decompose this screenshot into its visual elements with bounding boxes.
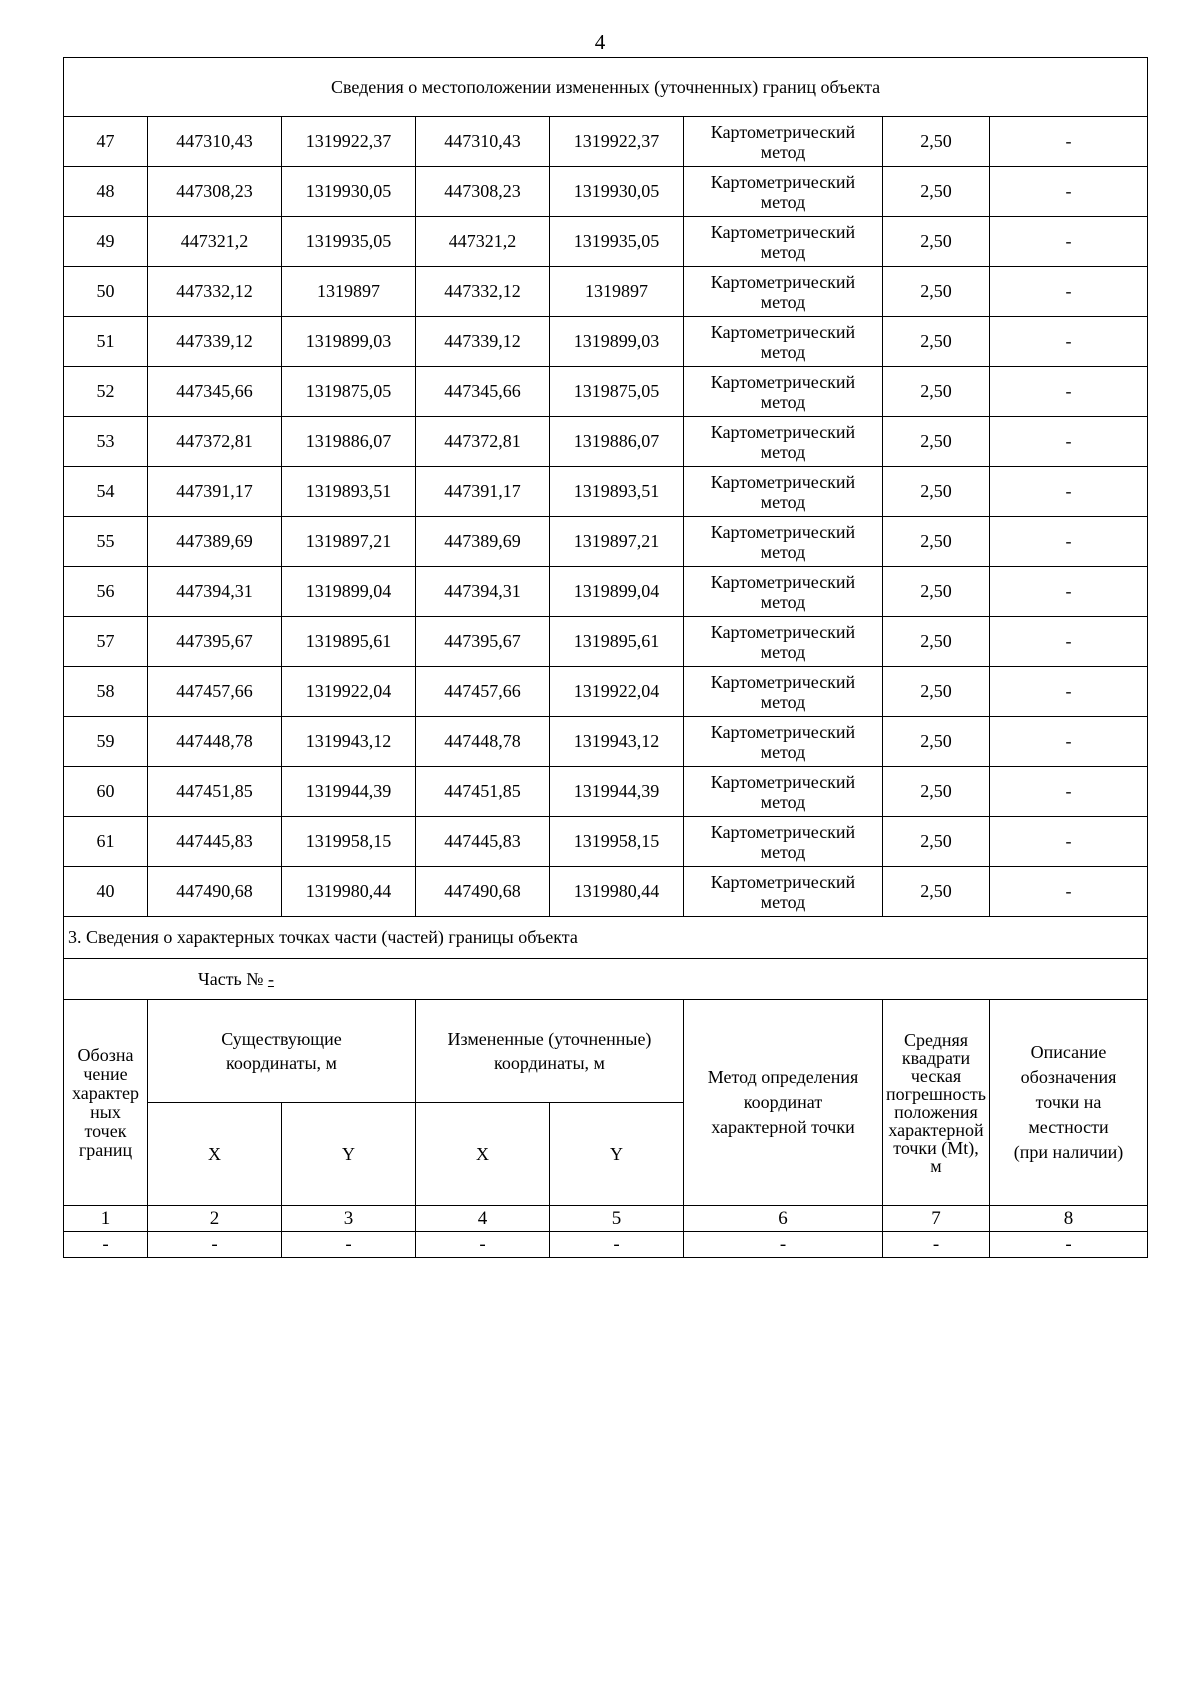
method-line: Картометрический xyxy=(710,221,856,242)
column-number: 7 xyxy=(883,1206,990,1232)
method-line: метод xyxy=(760,891,806,912)
x-changed-cell: 447448,78 xyxy=(416,717,550,767)
x-changed-cell: 447389,69 xyxy=(416,517,550,567)
header-line: Измененные (уточненные) xyxy=(447,1029,652,1049)
description-cell: - xyxy=(990,217,1148,267)
method-line: Картометрический xyxy=(710,771,856,792)
empty-cell: - xyxy=(883,1232,990,1258)
description-cell: - xyxy=(990,467,1148,517)
x-existing-cell: 447395,67 xyxy=(148,617,282,667)
x-existing-cell: 447372,81 xyxy=(148,417,282,467)
header-description xyxy=(990,1000,1148,1206)
x-changed-cell: 447310,43 xyxy=(416,117,550,167)
header-line: погрешность xyxy=(885,1083,986,1104)
method-line: метод xyxy=(760,641,806,662)
header-y-existing: Y xyxy=(282,1103,416,1206)
column-number: 4 xyxy=(416,1206,550,1232)
y-changed-cell: 1319895,61 xyxy=(550,617,684,667)
x-existing-cell: 447448,78 xyxy=(148,717,282,767)
y-existing-cell: 1319897 xyxy=(282,267,416,317)
boundary-points-table xyxy=(63,57,1148,1258)
part-label: Часть № xyxy=(198,968,264,989)
header-line: характерной xyxy=(888,1119,984,1140)
point-cell: 53 xyxy=(64,417,148,467)
point-cell: 48 xyxy=(64,167,148,217)
method-line: Картометрический xyxy=(710,121,856,142)
description-cell: - xyxy=(990,267,1148,317)
method-line: Картометрический xyxy=(710,671,856,692)
empty-cell: - xyxy=(684,1232,883,1258)
table-row xyxy=(64,717,1148,767)
y-changed-cell: 1319897 xyxy=(550,267,684,317)
description-cell: - xyxy=(990,317,1148,367)
header-line: характер xyxy=(71,1082,140,1103)
header-line: чение xyxy=(83,1063,128,1084)
method-line: метод xyxy=(760,591,806,612)
table-row xyxy=(64,267,1148,317)
header-line: Существующие xyxy=(221,1029,342,1049)
x-existing-cell: 447394,31 xyxy=(148,567,282,617)
y-changed-cell: 1319944,39 xyxy=(550,767,684,817)
method-line: Картометрический xyxy=(710,321,856,342)
table-row xyxy=(64,517,1148,567)
y-existing-cell: 1319935,05 xyxy=(282,217,416,267)
point-cell: 50 xyxy=(64,267,148,317)
accuracy-cell: 2,50 xyxy=(883,567,990,617)
header-line: точки на xyxy=(1035,1092,1102,1112)
x-changed-cell: 447321,2 xyxy=(416,217,550,267)
table-row xyxy=(64,767,1148,817)
header-line: границ xyxy=(78,1139,133,1160)
y-existing-cell: 1319893,51 xyxy=(282,467,416,517)
point-cell: 59 xyxy=(64,717,148,767)
header-line: точки (Mt), xyxy=(893,1137,979,1158)
x-changed-cell: 447395,67 xyxy=(416,617,550,667)
accuracy-cell: 2,50 xyxy=(883,117,990,167)
empty-cell: - xyxy=(990,1232,1148,1258)
header-x-changed: X xyxy=(416,1103,550,1206)
y-existing-cell: 1319886,07 xyxy=(282,417,416,467)
accuracy-cell: 2,50 xyxy=(883,667,990,717)
y-existing-cell: 1319899,04 xyxy=(282,567,416,617)
y-existing-cell: 1319899,03 xyxy=(282,317,416,367)
empty-cell: - xyxy=(148,1232,282,1258)
x-existing-cell: 447308,23 xyxy=(148,167,282,217)
method-line: метод xyxy=(760,441,806,462)
table-row xyxy=(64,667,1148,717)
description-cell: - xyxy=(990,417,1148,467)
y-changed-cell: 1319899,04 xyxy=(550,567,684,617)
method-line: метод xyxy=(760,191,806,212)
header-method xyxy=(684,1000,883,1206)
method-line: метод xyxy=(760,291,806,312)
header-line: характерной точки xyxy=(711,1117,855,1137)
part-number-row xyxy=(64,959,1148,1000)
header-line: местности xyxy=(1028,1117,1109,1137)
y-existing-cell: 1319944,39 xyxy=(282,767,416,817)
point-cell: 54 xyxy=(64,467,148,517)
x-existing-cell: 447389,69 xyxy=(148,517,282,567)
x-changed-cell: 447394,31 xyxy=(416,567,550,617)
accuracy-cell: 2,50 xyxy=(883,617,990,667)
empty-cell: - xyxy=(550,1232,684,1258)
header-changed-coords xyxy=(416,1000,684,1103)
header-line: Описание xyxy=(1030,1042,1107,1062)
point-cell: 49 xyxy=(64,217,148,267)
y-existing-cell: 1319875,05 xyxy=(282,367,416,417)
column-number: 1 xyxy=(64,1206,148,1232)
accuracy-cell: 2,50 xyxy=(883,767,990,817)
x-existing-cell: 447490,68 xyxy=(148,867,282,917)
header-line: (при наличии) xyxy=(1013,1142,1124,1162)
method-line: Картометрический xyxy=(710,521,856,542)
header-line: Метод определения xyxy=(707,1067,859,1087)
method-line: метод xyxy=(760,841,806,862)
method-cell xyxy=(684,117,883,167)
x-changed-cell: 447308,23 xyxy=(416,167,550,217)
table-row xyxy=(64,217,1148,267)
point-cell: 56 xyxy=(64,567,148,617)
x-existing-cell: 447457,66 xyxy=(148,667,282,717)
header-x-existing: X xyxy=(148,1103,282,1206)
y-existing-cell: 1319943,12 xyxy=(282,717,416,767)
accuracy-cell: 2,50 xyxy=(883,417,990,467)
table-row xyxy=(64,817,1148,867)
description-cell: - xyxy=(990,117,1148,167)
description-cell: - xyxy=(990,567,1148,617)
x-changed-cell: 447490,68 xyxy=(416,867,550,917)
description-cell: - xyxy=(990,367,1148,417)
point-cell: 57 xyxy=(64,617,148,667)
table-row xyxy=(64,567,1148,617)
point-cell: 51 xyxy=(64,317,148,367)
point-cell: 40 xyxy=(64,867,148,917)
y-changed-cell: 1319930,05 xyxy=(550,167,684,217)
y-changed-cell: 1319893,51 xyxy=(550,467,684,517)
method-cell xyxy=(684,467,883,517)
method-line: Картометрический xyxy=(710,621,856,642)
method-line: метод xyxy=(760,241,806,262)
method-line: метод xyxy=(760,741,806,762)
y-changed-cell: 1319886,07 xyxy=(550,417,684,467)
y-changed-cell: 1319922,37 xyxy=(550,117,684,167)
method-line: Картометрический xyxy=(710,171,856,192)
method-cell xyxy=(684,667,883,717)
x-existing-cell: 447345,66 xyxy=(148,367,282,417)
table-row xyxy=(64,317,1148,367)
method-line: Картометрический xyxy=(710,871,856,892)
method-line: метод xyxy=(760,341,806,362)
point-cell: 58 xyxy=(64,667,148,717)
accuracy-cell: 2,50 xyxy=(883,317,990,367)
table-row xyxy=(64,617,1148,667)
header-line: Обозна xyxy=(77,1044,134,1065)
description-cell: - xyxy=(990,517,1148,567)
y-existing-cell: 1319930,05 xyxy=(282,167,416,217)
header-line: м xyxy=(930,1155,942,1176)
method-line: Картометрический xyxy=(710,421,856,442)
header-accuracy xyxy=(883,1000,990,1206)
accuracy-cell: 2,50 xyxy=(883,217,990,267)
header-line: квадрати xyxy=(901,1047,971,1068)
method-cell xyxy=(684,267,883,317)
y-changed-cell: 1319875,05 xyxy=(550,367,684,417)
y-existing-cell: 1319980,44 xyxy=(282,867,416,917)
method-line: Картометрический xyxy=(710,371,856,392)
method-cell xyxy=(684,367,883,417)
header-y-changed: Y xyxy=(550,1103,684,1206)
header-line: Средняя xyxy=(903,1029,969,1050)
empty-cell: - xyxy=(282,1232,416,1258)
y-changed-cell: 1319922,04 xyxy=(550,667,684,717)
x-changed-cell: 447372,81 xyxy=(416,417,550,467)
method-line: метод xyxy=(760,541,806,562)
point-cell: 47 xyxy=(64,117,148,167)
part-value: - xyxy=(267,968,274,989)
method-cell xyxy=(684,317,883,367)
x-changed-cell: 447345,66 xyxy=(416,367,550,417)
accuracy-cell: 2,50 xyxy=(883,267,990,317)
x-changed-cell: 447391,17 xyxy=(416,467,550,517)
point-cell: 55 xyxy=(64,517,148,567)
y-changed-cell: 1319899,03 xyxy=(550,317,684,367)
accuracy-cell: 2,50 xyxy=(883,717,990,767)
description-cell: - xyxy=(990,667,1148,717)
header-line: положения xyxy=(894,1101,978,1122)
empty-part-row xyxy=(64,1232,1148,1258)
y-changed-cell: 1319897,21 xyxy=(550,517,684,567)
method-line: метод xyxy=(760,391,806,412)
empty-cell: - xyxy=(64,1232,148,1258)
header-line: координаты, м xyxy=(226,1053,337,1073)
header-line: координат xyxy=(743,1092,823,1112)
table-row xyxy=(64,467,1148,517)
description-cell: - xyxy=(990,867,1148,917)
x-existing-cell: 447339,12 xyxy=(148,317,282,367)
description-cell: - xyxy=(990,817,1148,867)
method-line: метод xyxy=(760,491,806,512)
section3-title: 3. Сведения о характерных точках части (частей) границы объекта xyxy=(64,917,1148,959)
column-number-row xyxy=(64,1206,1148,1232)
method-cell xyxy=(684,717,883,767)
method-line: метод xyxy=(760,691,806,712)
method-line: Картометрический xyxy=(710,271,856,292)
method-cell xyxy=(684,567,883,617)
x-existing-cell: 447445,83 xyxy=(148,817,282,867)
section-title: Сведения о местоположении измененных (уточненных) границ объекта xyxy=(64,58,1148,117)
y-changed-cell: 1319958,15 xyxy=(550,817,684,867)
x-changed-cell: 447332,12 xyxy=(416,267,550,317)
header-line: обозначения xyxy=(1020,1067,1117,1087)
point-cell: 61 xyxy=(64,817,148,867)
table-row xyxy=(64,417,1148,467)
point-cell: 60 xyxy=(64,767,148,817)
table-row xyxy=(64,167,1148,217)
accuracy-cell: 2,50 xyxy=(883,467,990,517)
accuracy-cell: 2,50 xyxy=(883,367,990,417)
x-existing-cell: 447332,12 xyxy=(148,267,282,317)
y-changed-cell: 1319980,44 xyxy=(550,867,684,917)
method-line: метод xyxy=(760,141,806,162)
method-cell xyxy=(684,867,883,917)
x-changed-cell: 447445,83 xyxy=(416,817,550,867)
description-cell: - xyxy=(990,167,1148,217)
method-cell xyxy=(684,767,883,817)
y-changed-cell: 1319943,12 xyxy=(550,717,684,767)
y-existing-cell: 1319922,04 xyxy=(282,667,416,717)
accuracy-cell: 2,50 xyxy=(883,867,990,917)
y-existing-cell: 1319897,21 xyxy=(282,517,416,567)
column-number: 3 xyxy=(282,1206,416,1232)
method-line: Картометрический xyxy=(710,471,856,492)
method-cell xyxy=(684,217,883,267)
table-row xyxy=(64,367,1148,417)
page-number: 4 xyxy=(594,30,606,54)
description-cell: - xyxy=(990,767,1148,817)
x-existing-cell: 447321,2 xyxy=(148,217,282,267)
description-cell: - xyxy=(990,717,1148,767)
description-cell: - xyxy=(990,617,1148,667)
empty-cell: - xyxy=(416,1232,550,1258)
method-line: Картометрический xyxy=(710,721,856,742)
x-changed-cell: 447451,85 xyxy=(416,767,550,817)
table-row xyxy=(64,117,1148,167)
header-line: точек xyxy=(84,1120,127,1141)
x-changed-cell: 447457,66 xyxy=(416,667,550,717)
header-line: ных xyxy=(90,1101,121,1122)
method-cell xyxy=(684,517,883,567)
column-number: 8 xyxy=(990,1206,1148,1232)
x-existing-cell: 447310,43 xyxy=(148,117,282,167)
y-existing-cell: 1319922,37 xyxy=(282,117,416,167)
x-changed-cell: 447339,12 xyxy=(416,317,550,367)
method-cell xyxy=(684,417,883,467)
method-cell xyxy=(684,167,883,217)
accuracy-cell: 2,50 xyxy=(883,517,990,567)
y-existing-cell: 1319895,61 xyxy=(282,617,416,667)
column-number: 5 xyxy=(550,1206,684,1232)
column-number: 6 xyxy=(684,1206,883,1232)
method-line: Картометрический xyxy=(710,571,856,592)
x-existing-cell: 447451,85 xyxy=(148,767,282,817)
header-existing-coords xyxy=(148,1000,416,1103)
accuracy-cell: 2,50 xyxy=(883,167,990,217)
method-cell xyxy=(684,617,883,667)
y-existing-cell: 1319958,15 xyxy=(282,817,416,867)
accuracy-cell: 2,50 xyxy=(883,817,990,867)
header-point-designation xyxy=(64,1000,148,1206)
x-existing-cell: 447391,17 xyxy=(148,467,282,517)
method-line: метод xyxy=(760,791,806,812)
table-row xyxy=(64,867,1148,917)
method-line: Картометрический xyxy=(710,821,856,842)
header-line: ческая xyxy=(910,1065,962,1086)
method-cell xyxy=(684,817,883,867)
y-changed-cell: 1319935,05 xyxy=(550,217,684,267)
header-line: координаты, м xyxy=(494,1053,605,1073)
column-number: 2 xyxy=(148,1206,282,1232)
point-cell: 52 xyxy=(64,367,148,417)
